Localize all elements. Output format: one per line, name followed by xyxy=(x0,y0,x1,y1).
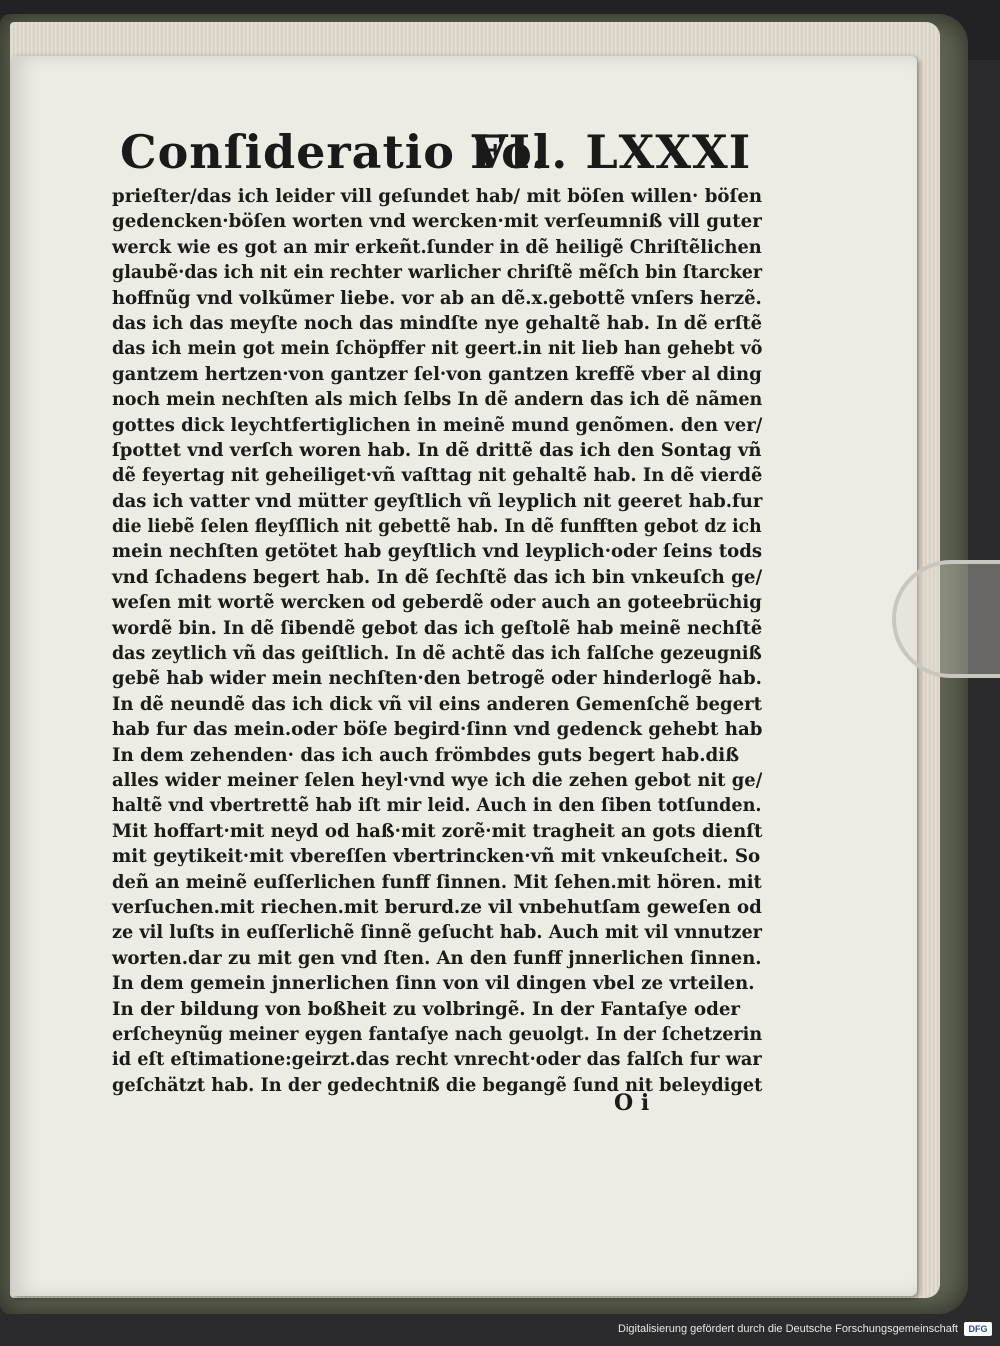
text-line: ze vil luſts in euſſerlichẽ ſinnẽ geſucht hab. Auch mit vil vnnutzer xyxy=(112,922,762,944)
text-line: vnd ſchadens begert hab. In dẽ ſechſtẽ das ich bin vnkeuſch ge/ xyxy=(112,566,763,588)
text-line: id eſt eſtimatione:geirzt.das recht vnrecht·oder das falſch fur war xyxy=(112,1049,762,1071)
folio-number: Fol. LXXXI xyxy=(470,125,752,179)
text-line: hab fur das mein.oder böſe begird·ſinn vnd gedenck gehebt hab xyxy=(112,719,763,741)
footer-credit xyxy=(618,1320,992,1338)
text-line: deñ an meinẽ euſſerlichen funff ſinnen. Mit ſehen.mit hören. mit xyxy=(112,871,762,893)
text-line: haltẽ vnd vbertrettẽ hab iſt mir leid. Auch in den ſiben totſunden. xyxy=(112,795,762,817)
text-line: erſcheynũg meiner eygen fantaſye nach geuolgt. In der ſchetzerin xyxy=(112,1023,763,1045)
text-line: das ich mein got mein ſchöpffer nit geert.in nit lieb han gehebt võ xyxy=(112,338,763,360)
book-clasp xyxy=(892,560,1000,678)
text-line: das ich das meyſte noch das mindſte nye gehaltẽ hab. In dẽ erſtẽ xyxy=(112,312,763,334)
text-line: In dẽ neundẽ das ich dick vñ vil eins anderen Gemenſchẽ begert xyxy=(112,693,762,715)
text-line: weſen mit wortẽ wercken od geberdẽ oder auch an goteebrüchig xyxy=(112,592,762,614)
text-line: glaubẽ·das ich nit ein rechter warlicher chriſtẽ mẽſch bin ſtarcker xyxy=(112,262,763,284)
text-line: Mit hoffart·mit neyd od haß·mit zorẽ·mit tragheit an gots dienſt xyxy=(112,820,763,842)
text-line: das zeytlich vñ das geiſtlich. In dẽ achtẽ das ich falſche gezeugniß xyxy=(112,643,762,665)
footer-credit-text: Digitalisierung gefördert durch die Deutsche Forschungsgemeinschaft xyxy=(618,1323,958,1335)
text-line: geſchätzt hab. In der gedechtniß die begangẽ ſund nit beleydiget xyxy=(112,1074,763,1096)
text-line: die liebẽ ſelen fleyſſlich nit gebettẽ hab. In dẽ funfften gebot dz ich xyxy=(112,516,762,538)
text-line: mein nechſten getötet hab geyſtlich vnd leyplich·oder ſeins tods xyxy=(112,541,763,563)
text-line: In dem gemein jnnerlichen ſinn von vil dingen vbel ze vrteilen. xyxy=(112,973,755,995)
text-line: gantzem hertzen·von gantzer ſel·von gantzen kreffẽ vber al ding xyxy=(112,363,762,385)
text-line: hoffnũg vnd volkũmer liebe. vor ab an dẽ.x.gebottẽ vnſers herzẽ. xyxy=(112,287,762,309)
signature-mark: O i xyxy=(614,1090,650,1116)
text-line: gottes dick leychtfertiglichen in meinẽ mund genõmen. den ver/ xyxy=(112,414,763,436)
text-line: ſpottet vnd verſch woren hab. In dẽ drittẽ das ich den Sontag vñ xyxy=(112,439,762,461)
text-line: gebẽ hab wider mein nechſten·den betrogẽ oder hinderlogẽ hab. xyxy=(112,668,762,690)
text-line: mit geytikeit·mit vbereſſen vbertrincken·vñ mit vnkeuſcheit. So xyxy=(112,846,761,868)
text-line: gedencken·böſen worten vnd wercken·mit verſeumniß vill guter xyxy=(112,211,762,233)
text-line: In der bildung von boßheit zu volbringẽ. In der Fantaſye oder xyxy=(112,998,741,1020)
page-header xyxy=(120,122,752,182)
dfg-logo-icon: DFG xyxy=(964,1322,992,1336)
text-line: dẽ feyertag nit geheiliget·vñ vaſttag nit gehaltẽ hab. In dẽ vierdẽ xyxy=(112,465,763,487)
text-line: wordẽ bin. In dẽ ſibendẽ gebot das ich geſtolẽ hab meinẽ nechſtẽ xyxy=(112,617,763,639)
text-line: verſuchen.mit riechen.mit berurd.ze vil vnbehutſam geweſen od xyxy=(112,896,762,918)
body-text xyxy=(112,184,772,1098)
text-line: werck wie es got an mir erkeñt.ſunder in dẽ heiligẽ Chriſtẽlichen xyxy=(112,236,762,258)
text-line: noch mein nechſten als mich ſelbs In dẽ andern das ich dẽ nãmen xyxy=(112,389,763,411)
text-line: worten.dar zu mit gen vnd ſten. An den funff jnnerlichen ſinnen. xyxy=(112,947,762,969)
text-line: alles wider meiner ſelen heyl·vnd wye ich die zehen gebot nit ge/ xyxy=(112,769,763,791)
text-line: prieſter/das ich leider vill geſundet hab/ mit böſen willen· böſen xyxy=(112,186,763,207)
section-title: Conſideratio VI. xyxy=(120,125,549,179)
text-line: In dem zehenden· das ich auch frömbdes guts begert hab.diß xyxy=(112,744,740,766)
text-line: das ich vatter vnd mütter geyſtlich vñ leyplich nit geeret hab.fur xyxy=(112,490,763,512)
